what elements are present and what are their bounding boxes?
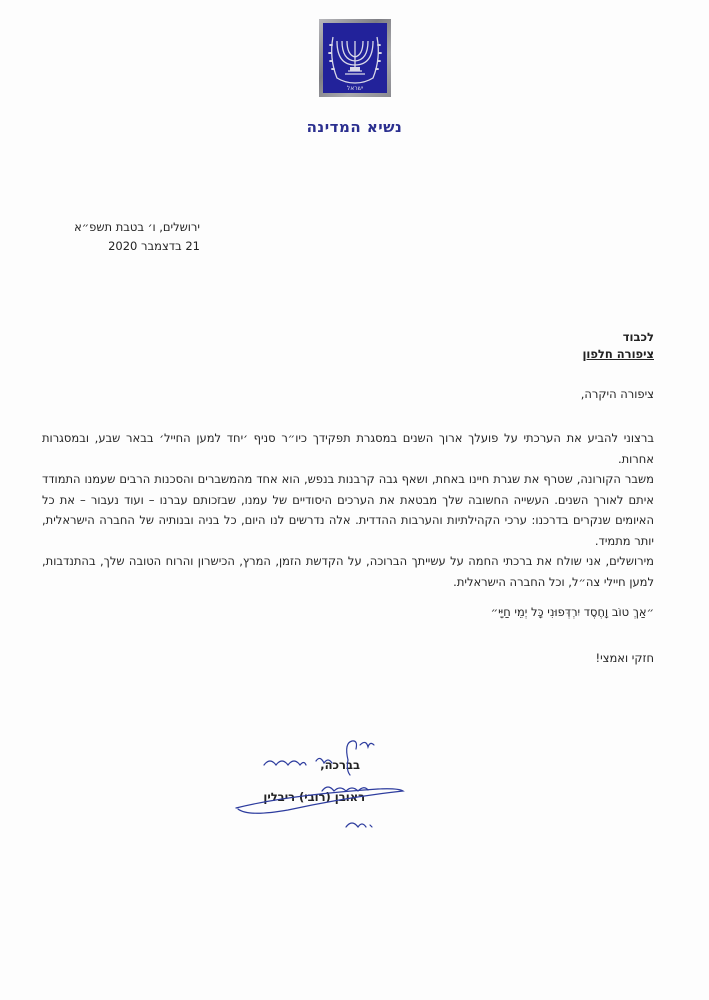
letter-body: [42, 428, 654, 592]
body-paragraph: מירושלים, אני שולח את ברכתי החמה על עשייתך הברוכה, על הקדשת הזמן, המרץ, הכישרון והרוח הטובה שלך, בהתנדבות, למען חיילי צה״ל, וכל החברה הישראלית.: [42, 554, 654, 589]
greeting: ציפורה היקרה,: [580, 387, 654, 401]
hebrew-date: ירושלים, ו׳ בטבת תשפ״א: [74, 220, 200, 234]
sign-off: בברכה,: [320, 758, 360, 772]
date-block: [60, 218, 200, 256]
svg-text:ישראל: ישראל: [346, 85, 364, 92]
addressee-name: ציפורה חלפון: [582, 347, 654, 361]
addressee-block: [582, 329, 654, 363]
gregorian-date: 21 בדצמבר 2020: [108, 239, 200, 253]
verse-quote: ״אַךְ טוֹב וָחֶסֶד יִרְדְּפוּנִי כָּל יְמֵי חַיָּי״: [490, 605, 654, 619]
state-emblem-menorah-icon: [323, 23, 387, 93]
institution-title: נשיא המדינה: [306, 118, 403, 136]
closing-line: חזקי ואמצי!: [595, 651, 654, 665]
addressee-prefix: לכבוד: [622, 330, 654, 344]
body-paragraph: ברצוני להביע את הערכתי על פועלך ארוך השנים במסגרת תפקידך כיו״ר סניף ׳יחד למען החייל׳ בבאר שבע, ובמסגרות אחרות.: [42, 431, 654, 466]
body-paragraph: משבר הקורונה, שטרף את שגרת חיינו באחת, ושאף גבה קרבנות בנפש, הוא אחד מהמשברים והסכנות הרבים שעמנו התמודד איתם לאורך השנים. העשייה החשובה שלך מבטאת את הערכים היסודיים של עמנו, שבזכותם עברנו – ועוד נעבור – את כל האיומים שנקרים בדרכנו: ערכי הקהילתיות והערבות ההדדית. אלה נדרשים לנו היום, כל בניה ובנותיה של החברה הישראלית, יותר מתמיד.: [42, 472, 654, 548]
signer-name: ראובן (רובי) ריבלין: [263, 790, 365, 804]
emblem-frame: [319, 19, 391, 97]
